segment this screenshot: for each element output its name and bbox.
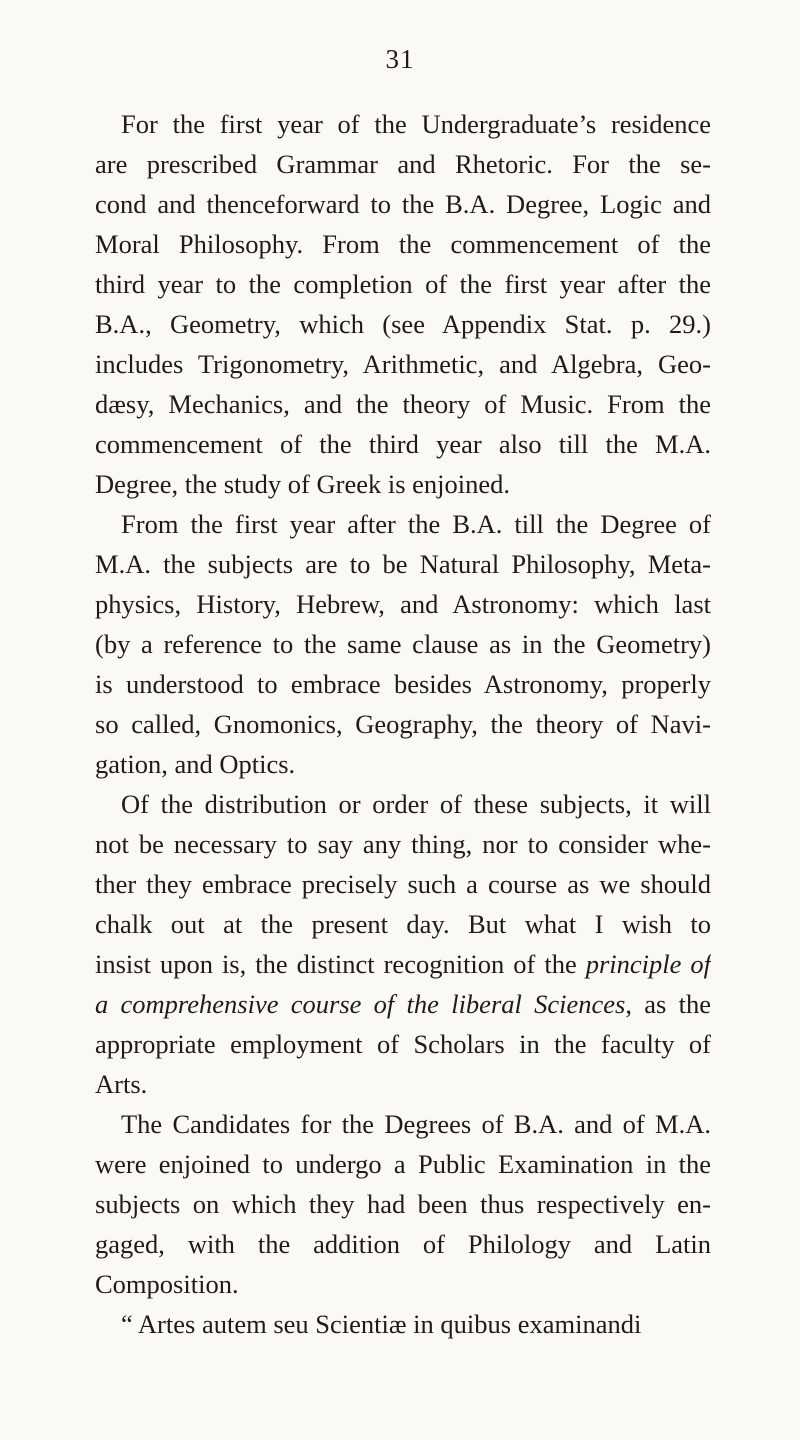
text-segment: insist upon is, the distinct recognition of the (95, 949, 586, 979)
text-line (95, 104, 711, 144)
text-line (95, 664, 711, 704)
text-line (95, 1304, 711, 1344)
text-line (95, 304, 711, 344)
text-line (95, 584, 711, 624)
text-segment: Moral Philosophy. From the commencement of the (95, 229, 711, 259)
text-line (95, 864, 711, 904)
text-segment: appropriate employment of Scholars in the faculty of (95, 1029, 711, 1059)
text-segment: Arts. (95, 1069, 148, 1099)
text-line (95, 944, 711, 984)
text-segment: gaged, with the addition of Philology and Latin (95, 1229, 711, 1259)
text-line (95, 1064, 711, 1104)
text-line (95, 984, 711, 1024)
text-line (95, 184, 711, 224)
text-line (95, 1224, 711, 1264)
text-line (95, 744, 711, 784)
text-line (95, 224, 711, 264)
text-line (95, 1024, 711, 1064)
text-segment: is understood to embrace besides Astronomy, properly (95, 669, 711, 699)
text-line (95, 824, 711, 864)
text-segment: subjects on which they had been thus respectively en- (95, 1189, 711, 1219)
text-segment: physics, History, Hebrew, and Astronomy: which last (95, 589, 711, 619)
text-line (95, 1184, 711, 1224)
text-segment: so called, Gnomonics, Geography, the theory of Navi- (95, 709, 711, 739)
text-segment: commencement of the third year also till the M.A. (95, 429, 711, 459)
text-segment: Degree, the study of Greek is enjoined. (95, 469, 511, 499)
text-segment: not be necessary to say any thing, nor to consider whe- (95, 829, 711, 859)
text-segment: “ Artes autem seu Scientiæ in quibus examinandi (121, 1309, 642, 1339)
text-segment: (by a reference to the same clause as in the Geometry) (95, 629, 711, 659)
text-segment: third year to the completion of the first year after the (95, 269, 711, 299)
text-segment: Of the distribution or order of these subjects, it will (121, 789, 711, 819)
text-line (95, 384, 711, 424)
text-segment: , as the (625, 989, 711, 1019)
text-segment: gation, and Optics. (95, 749, 296, 779)
text-line (95, 144, 711, 184)
text-line (95, 264, 711, 304)
italic-text: principle of (585, 949, 711, 979)
italic-text: a comprehensive course of the liberal Sciences (95, 989, 626, 1019)
text-segment: From the first year after the B.A. till the Degree of (121, 509, 711, 539)
text-segment: includes Trigonometry, Arithmetic, and Algebra, Geo- (95, 349, 711, 379)
text-segment: dæsy, Mechanics, and the theory of Music. From the (95, 389, 711, 419)
body-text (95, 104, 711, 1344)
text-line (95, 544, 711, 584)
text-line (95, 344, 711, 384)
text-segment: The Candidates for the Degrees of B.A. and of M.A. (121, 1109, 711, 1139)
text-line (95, 1144, 711, 1184)
text-segment: B.A., Geometry, which (see Appendix Stat. p. 29.) (95, 309, 711, 339)
text-segment: cond and thenceforward to the B.A. Degree, Logic and (95, 189, 711, 219)
text-segment: were enjoined to undergo a Public Examination in the (95, 1149, 711, 1179)
text-line (95, 1264, 711, 1304)
text-line (95, 424, 711, 464)
text-line (95, 1104, 711, 1144)
text-line (95, 784, 711, 824)
text-segment: M.A. the subjects are to be Natural Philosophy, Meta- (95, 549, 711, 579)
text-line (95, 704, 711, 744)
text-segment: For the first year of the Undergraduate’s residence (121, 109, 711, 139)
text-segment: are prescribed Grammar and Rhetoric. For the se- (95, 149, 711, 179)
text-line (95, 504, 711, 544)
page-number: 31 (385, 44, 415, 74)
text-line (95, 624, 711, 664)
text-segment: chalk out at the present day. But what I wish to (95, 909, 711, 939)
text-segment: Composition. (95, 1269, 239, 1299)
text-segment: ther they embrace precisely such a course as we should (95, 869, 711, 899)
text-line (95, 464, 711, 504)
text-line (95, 904, 711, 944)
